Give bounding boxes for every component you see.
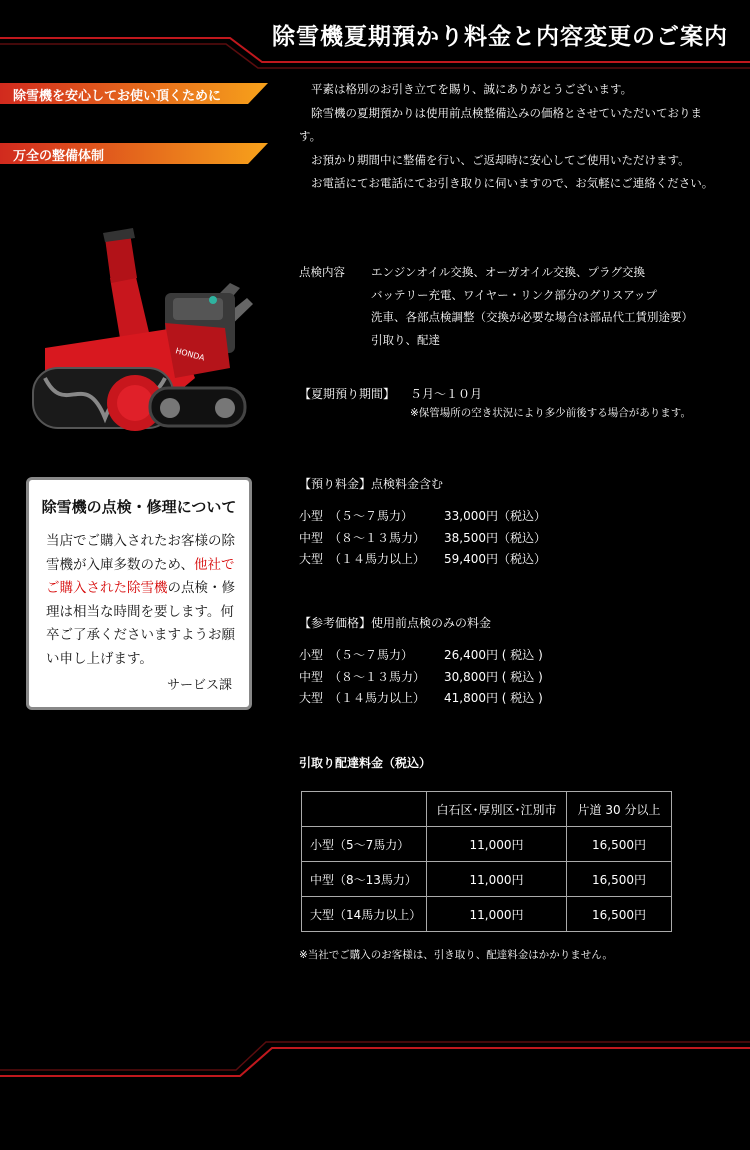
table-cell: 11,000円 <box>427 897 567 932</box>
fee-list <box>299 506 546 571</box>
intro-line: 除雪機の夏期預かりは使用前点検整備込みの価格とさせていただいております。 <box>299 105 702 143</box>
ref-heading: 【参考価格】使用前点検のみの料金 <box>299 616 492 630</box>
ref-row <box>299 667 543 689</box>
inspection-item: 引取り、配達 <box>371 332 440 347</box>
notice-title: 除雪機の点検・修理について <box>41 498 237 516</box>
ref-size: 中型 （８～１３馬力） <box>299 669 426 684</box>
tag-safe-use <box>0 83 268 104</box>
notice-body <box>46 530 236 671</box>
fee-price: 38,500円（税込） <box>444 530 546 545</box>
fee-row <box>299 506 546 528</box>
tag-label: 除雪機を安心してお使い頂くために <box>13 89 222 104</box>
table-cell: 11,000円 <box>427 862 567 897</box>
table-header-cell: 片道 30 分以上 <box>567 792 672 827</box>
fee-size: 中型 （８～１３馬力） <box>299 530 426 545</box>
fee-row <box>299 549 546 571</box>
tag-label: 万全の整備体制 <box>13 149 105 164</box>
inspection-item: 洗車、各部点検調整（交換が必要な場合は部品代工賃別途要） <box>371 310 693 324</box>
table-cell: 大型（14馬力以上） <box>302 897 427 932</box>
delivery-note: ※当社でご購入のお客様は、引き取り、配達料金はかかりません。 <box>299 949 613 961</box>
delivery-heading: 引取り配達料金（税込） <box>299 756 432 770</box>
table-cell: 小型（5～7馬力） <box>302 827 427 862</box>
fee-price: 59,400円（税込） <box>444 552 546 566</box>
ref-price: 41,800円 ( 税込 ) <box>444 691 543 705</box>
ref-row <box>299 688 543 710</box>
fee-size: 大型 （１４馬力以上） <box>299 552 426 566</box>
table-header-cell: 白石区･厚別区･江別市 <box>427 792 567 827</box>
inspection-section <box>299 261 719 356</box>
snowblower-image <box>25 228 255 443</box>
period-value: ５月～１０月 <box>410 387 483 401</box>
footer-deco-lines <box>0 1040 750 1080</box>
fee-price: 33,000円（税込） <box>444 509 546 523</box>
table-cell: 16,500円 <box>567 897 672 932</box>
tag-maintenance <box>0 143 268 164</box>
intro-line: お預かり期間中に整備を行い、ご返却時に安心してご使用いただけます。 <box>311 152 690 167</box>
inspection-label: 点検内容 <box>299 265 345 279</box>
notice-body-text: 当店でご購入されたお客様の除雪機が入庫多数のため、 <box>46 533 235 573</box>
table-cell: 16,500円 <box>567 862 672 897</box>
intro-line: 平素は格別のお引き立てを賜り、誠にありがとうございます。 <box>311 82 633 96</box>
delivery-table <box>301 791 672 932</box>
brand-text: HONDA <box>174 346 206 363</box>
fee-size: 小型 （５～７馬力） <box>299 509 414 523</box>
ref-size: 小型 （５～７馬力） <box>299 648 414 662</box>
ref-size: 大型 （１４馬力以上） <box>299 691 426 705</box>
table-row <box>302 897 672 932</box>
inspection-item: バッテリー充電、ワイヤー・リンク部分のグリスアップ <box>371 287 657 302</box>
table-header-cell <box>302 792 427 827</box>
ref-row <box>299 645 543 667</box>
notice-body-text: の点検・修理は相当な時間を要します。何卒ご了承くださいますようお願い申し上げます。 <box>46 580 235 667</box>
table-cell: 中型（8～13馬力） <box>302 862 427 897</box>
ref-price: 26,400円 ( 税込 ) <box>444 648 543 662</box>
notice-highlight: 他社でご購入された除雪機 <box>46 556 235 596</box>
inspection-item: エンジンオイル交換、オーガオイル交換、プラグ交換 <box>371 265 646 279</box>
period-note: ※保管場所の空き状況により多少前後する場合があります。 <box>410 407 691 419</box>
table-header-row <box>302 792 672 827</box>
table-cell: 11,000円 <box>427 827 567 862</box>
table-cell: 16,500円 <box>567 827 672 862</box>
fee-row <box>299 528 546 550</box>
table-row <box>302 827 672 862</box>
notice-box <box>26 477 252 710</box>
fee-heading: 【預り料金】点検料金含む <box>299 477 444 491</box>
notice-signature: サービス課 <box>166 678 232 693</box>
table-row <box>302 862 672 897</box>
ref-list <box>299 645 543 710</box>
period-label: 【夏期預り期間】 <box>299 387 396 401</box>
ref-price: 30,800円 ( 税込 ) <box>444 669 543 684</box>
intro-text <box>299 78 714 196</box>
intro-line: お電話にてお電話にてお引き取りに伺いますので、お気軽にご連絡ください。 <box>311 176 714 190</box>
page-title: 除雪機夏期預かり料金と内容変更のご案内 <box>272 24 728 50</box>
